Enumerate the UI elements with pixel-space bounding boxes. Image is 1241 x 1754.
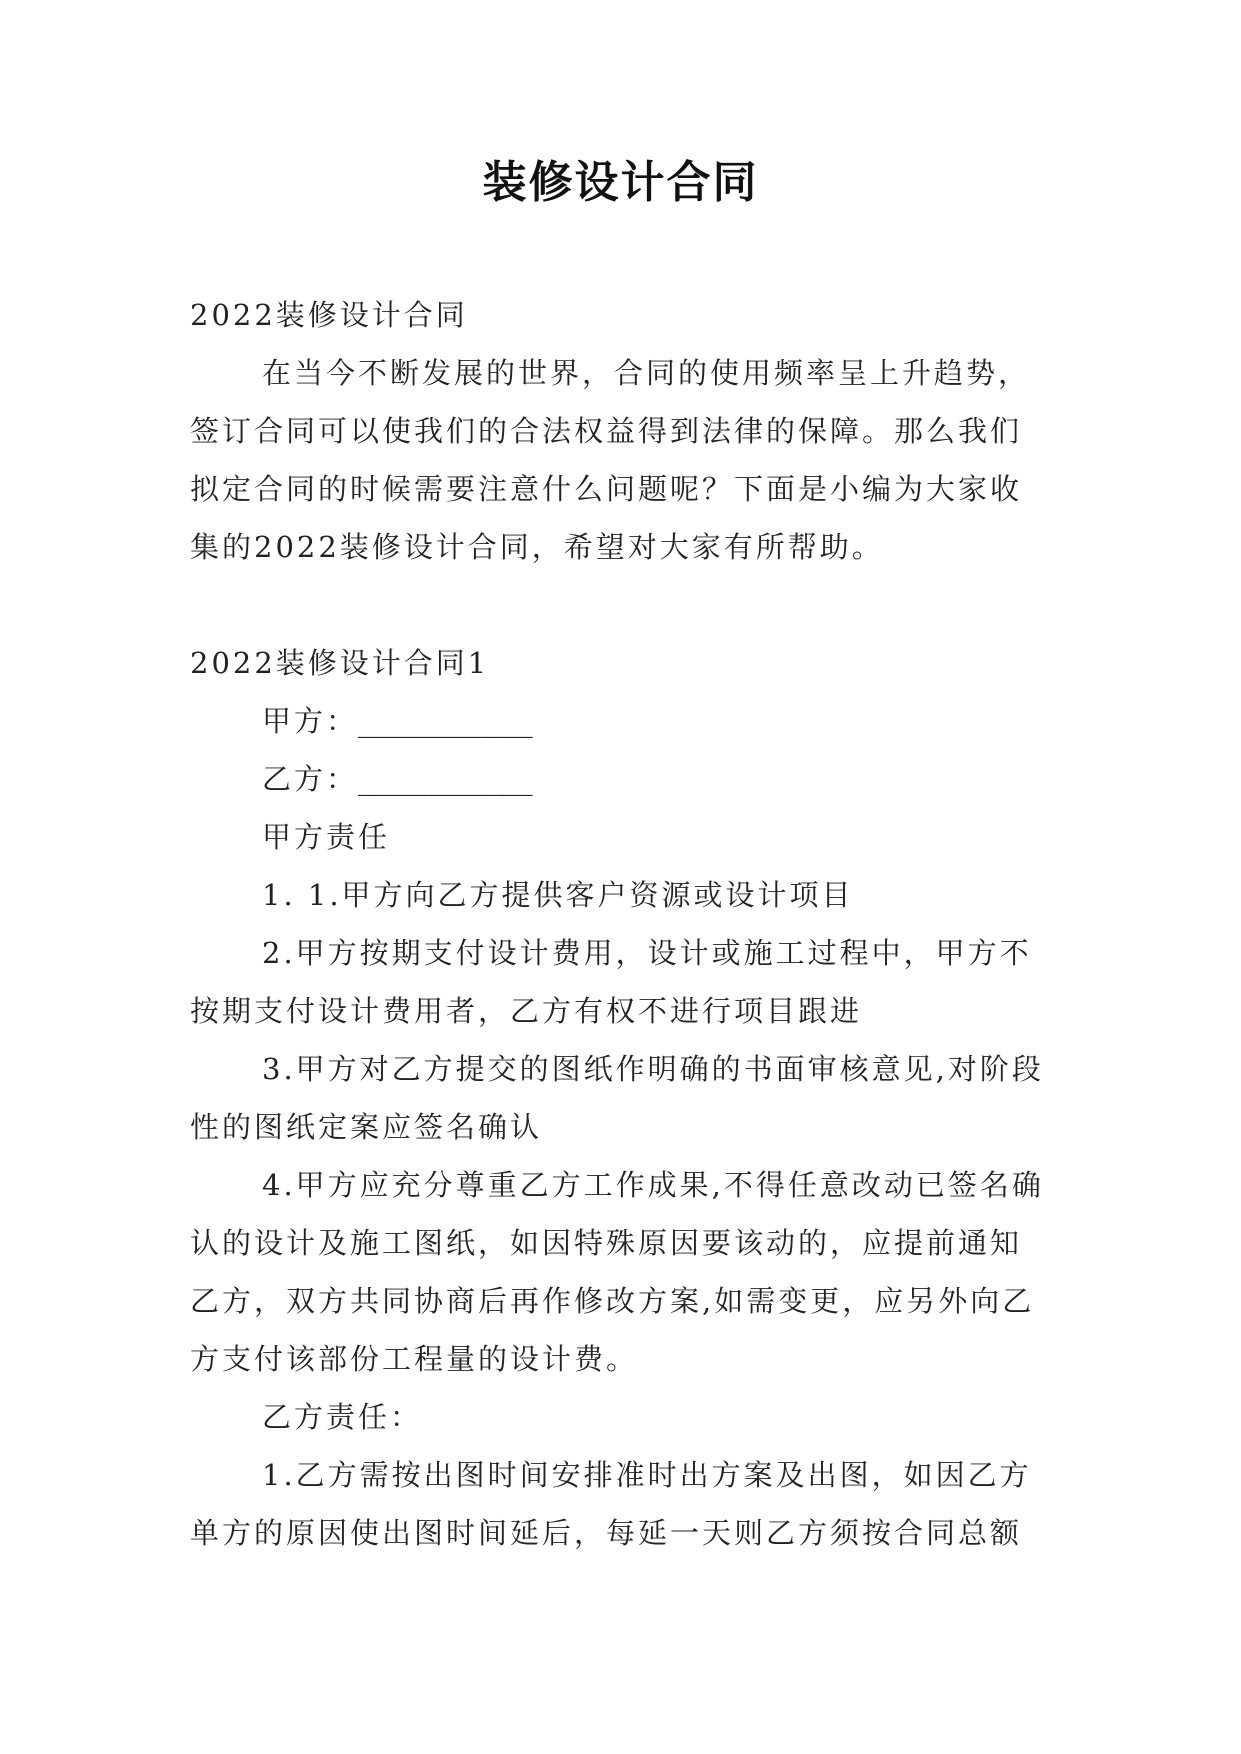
party-a-duty-item: 4.甲方应充分尊重乙方工作成果,不得任意改动已签名确认的设计及施工图纸，如因特殊原因要该动的，应提前通知乙方，双方共同协商后再作修改方案,如需变更，应另外向乙方支付该部份工程量的设计费。 — [190, 1168, 1044, 1376]
party-a-duties-heading: 甲方责任 — [262, 820, 391, 854]
intro-paragraph: 在当今不断发展的世界，合同的使用频率呈上升趋势，签订合同可以使我们的合法权益得到法律的保障。那么我们拟定合同的时候需要注意什么问题呢？下面是小编为大家收集的2022装修设计合同，希望对大家有所帮助。 — [190, 356, 1031, 564]
document-title: 装修设计合同 — [482, 157, 759, 208]
party-a-label: 甲方： — [262, 704, 359, 738]
party-a-line — [190, 692, 1052, 750]
party-b-duties-heading: 乙方责任： — [262, 1400, 423, 1434]
party-b-blank: __________ — [358, 762, 533, 796]
document-subtitle: 2022装修设计合同 — [190, 298, 468, 332]
party-b-line — [190, 750, 1052, 808]
party-a-duty-item: 1. 1.甲方向乙方提供客户资源或设计项目 — [262, 878, 854, 912]
paragraph-gap — [190, 576, 1052, 634]
party-b-label: 乙方： — [262, 762, 359, 796]
party-a-duty-item: 3.甲方对乙方提交的图纸作明确的书面审核意见,对阶段性的图纸定案应签名确认 — [190, 1052, 1044, 1144]
party-a-blank: __________ — [358, 704, 533, 738]
section-heading: 2022装修设计合同1 — [190, 646, 490, 680]
document-body — [190, 286, 1052, 1562]
party-b-duty-item: 1.乙方需按出图时间安排准时出方案及出图，如因乙方单方的原因使出图时间延后，每延一天则乙方须按合同总额 — [190, 1458, 1032, 1550]
party-a-duty-item: 2.甲方按期支付设计费用，设计或施工过程中，甲方不按期支付设计费用者，乙方有权不进行项目跟进 — [190, 936, 1032, 1028]
